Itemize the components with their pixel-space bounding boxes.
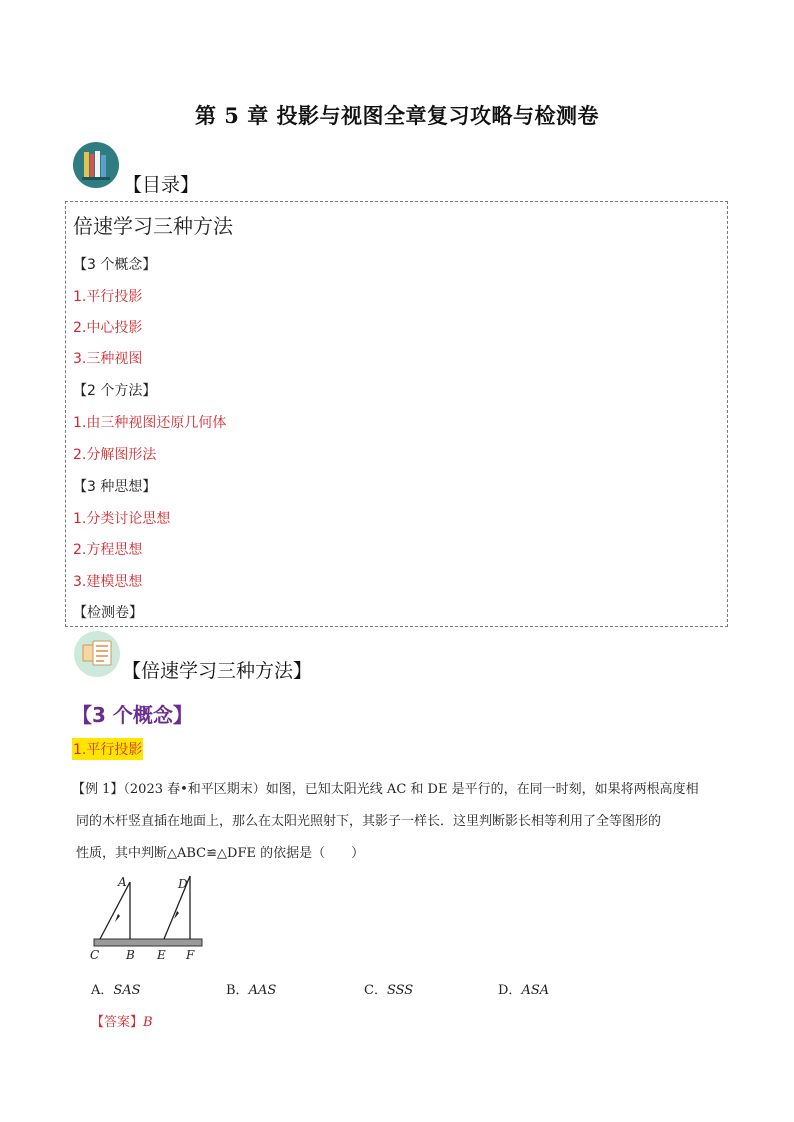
section-heading: 【倍速学习三种方法】	[122, 660, 313, 682]
toc-item: 2.方程思想	[73, 542, 143, 558]
toc-item: 【3 个概念】	[73, 257, 157, 273]
page-title: 第 5 章 投影与视图全章复习攻略与检测卷	[194, 103, 600, 128]
option-a: A．SAS	[91, 983, 141, 998]
example-line-1: 【例 1】（2023 春•和平区期末）如图，已知太阳光线 AC 和 DE 是平行的，在同一时刻，如果将两根高度相	[72, 782, 699, 797]
toc-item: 2.分解图形法	[73, 447, 157, 463]
concept-heading: 【3 个概念】	[72, 703, 193, 727]
toc-item: 3.建模思想	[73, 574, 143, 590]
toc-item: 3.三种视图	[73, 351, 143, 367]
toc-item: 1.由三种视图还原几何体	[73, 415, 227, 431]
toc-item: 【3 种思想】	[73, 479, 157, 495]
label-f: F	[186, 948, 195, 962]
subheading-parallel-projection: 1.平行投影	[72, 738, 143, 760]
answer: 【答案】B	[91, 1015, 153, 1030]
toc-item: 【2 个方法】	[73, 383, 157, 399]
example-line-2: 同的木杆竖直插在地面上，那么在太阳光照射下，其影子一样长．这里判断影长相等利用了全等图形的	[76, 814, 662, 829]
notes-icon	[73, 630, 121, 678]
option-d: D．ASA	[498, 983, 550, 998]
label-d: D	[178, 877, 188, 891]
option-c: C．SSS	[364, 983, 414, 998]
label-a: A	[118, 875, 127, 889]
example-line-3: 性质，其中判断△ABC≌△DFE 的依据是（ ）	[76, 846, 365, 861]
label-c: C	[90, 948, 100, 962]
toc-item: 【检测卷】	[73, 605, 143, 621]
books-icon	[72, 141, 120, 189]
option-b: B．AAS	[226, 983, 277, 998]
toc-item: 1.分类讨论思想	[73, 511, 171, 527]
shadow-figure	[88, 872, 210, 964]
toc-item: 2.中心投影	[73, 320, 143, 336]
label-e: E	[157, 948, 166, 962]
toc-item: 1.平行投影	[73, 289, 143, 305]
label-b: B	[126, 948, 135, 962]
toc-heading: 【目录】	[123, 174, 200, 196]
toc-title: 倍速学习三种方法	[73, 214, 233, 238]
